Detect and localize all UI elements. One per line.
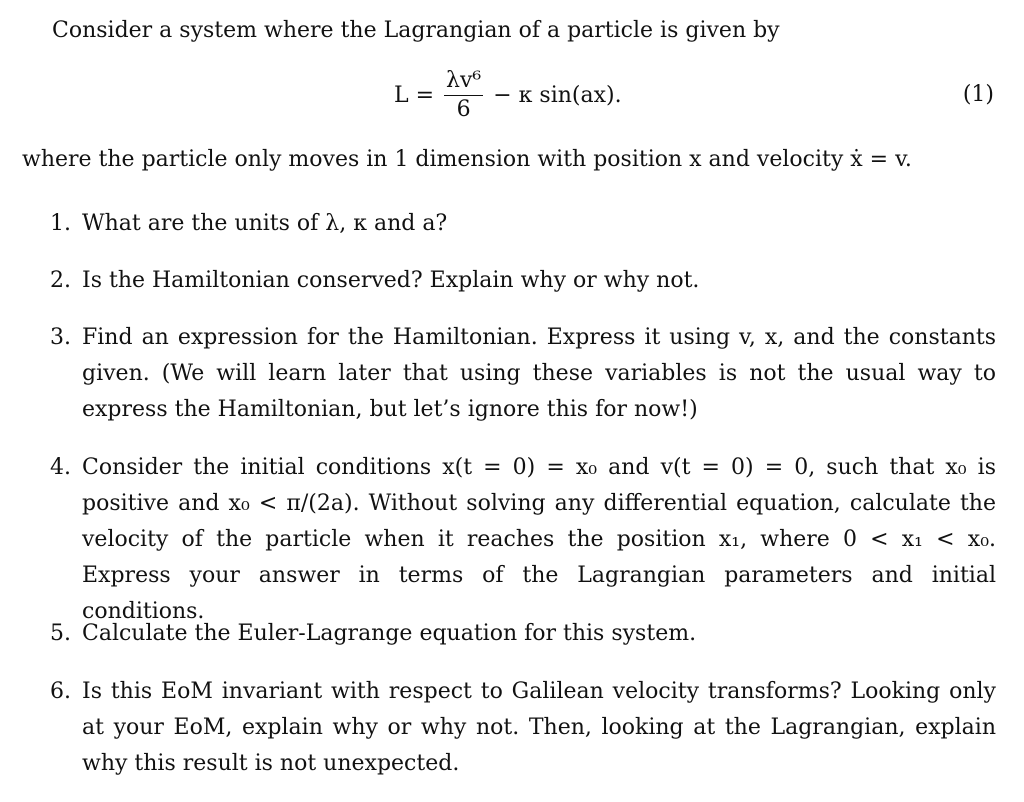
question-text: Consider the initial conditions x(t = 0) = x₀ and v(t = 0) = 0, such that x₀ is positive and x₀ < π/(2a). Without solving any differential equation, calculate the velocity of the particle when it reaches the position x₁, where 0 < x₁ < x₀. Express your answer in terms of the Lagrangian parameters and initial conditions. — [82, 455, 996, 624]
fraction-bar — [444, 95, 483, 96]
equation-number: (1) — [962, 82, 994, 107]
question-text: Is this EoM invariant with respect to Galilean velocity transforms? Looking only at your EoM, explain why or why not. Then, looking at the Lagrangian, explain why this result is not unexpected. — [82, 679, 996, 776]
question-number: 1. — [50, 211, 71, 236]
equation-lhs: L = — [394, 82, 435, 108]
fraction-denominator: 6 — [456, 96, 471, 122]
fraction-numerator: λv⁶ — [446, 67, 482, 93]
lagrangian-equation — [0, 60, 1024, 130]
question-number: 5. — [50, 621, 71, 646]
equation-fraction — [444, 69, 483, 122]
problem-intro: Consider a system where the Lagrangian of a particle is given by — [52, 18, 780, 43]
question-number: 6. — [50, 679, 71, 704]
where-line: where the particle only moves in 1 dimension with position x and velocity ẋ = v. — [22, 147, 912, 172]
question-text: Find an expression for the Hamiltonian. Express it using v, x, and the constants given. (We will learn later that using these variables is not the usual way to express the Hamiltonian, but let’s ignore this for now!) — [82, 325, 996, 422]
equation-body — [394, 60, 622, 130]
question-text: What are the units of λ, κ and a? — [82, 211, 448, 236]
question-number: 2. — [50, 268, 71, 293]
question-text: Calculate the Euler-Lagrange equation for this system. — [82, 621, 697, 646]
equation-rhs: − κ sin(ax). — [493, 82, 622, 108]
question-number: 4. — [50, 455, 71, 480]
question-number: 3. — [50, 325, 71, 350]
question-text: Is the Hamiltonian conserved? Explain why or why not. — [82, 268, 700, 293]
